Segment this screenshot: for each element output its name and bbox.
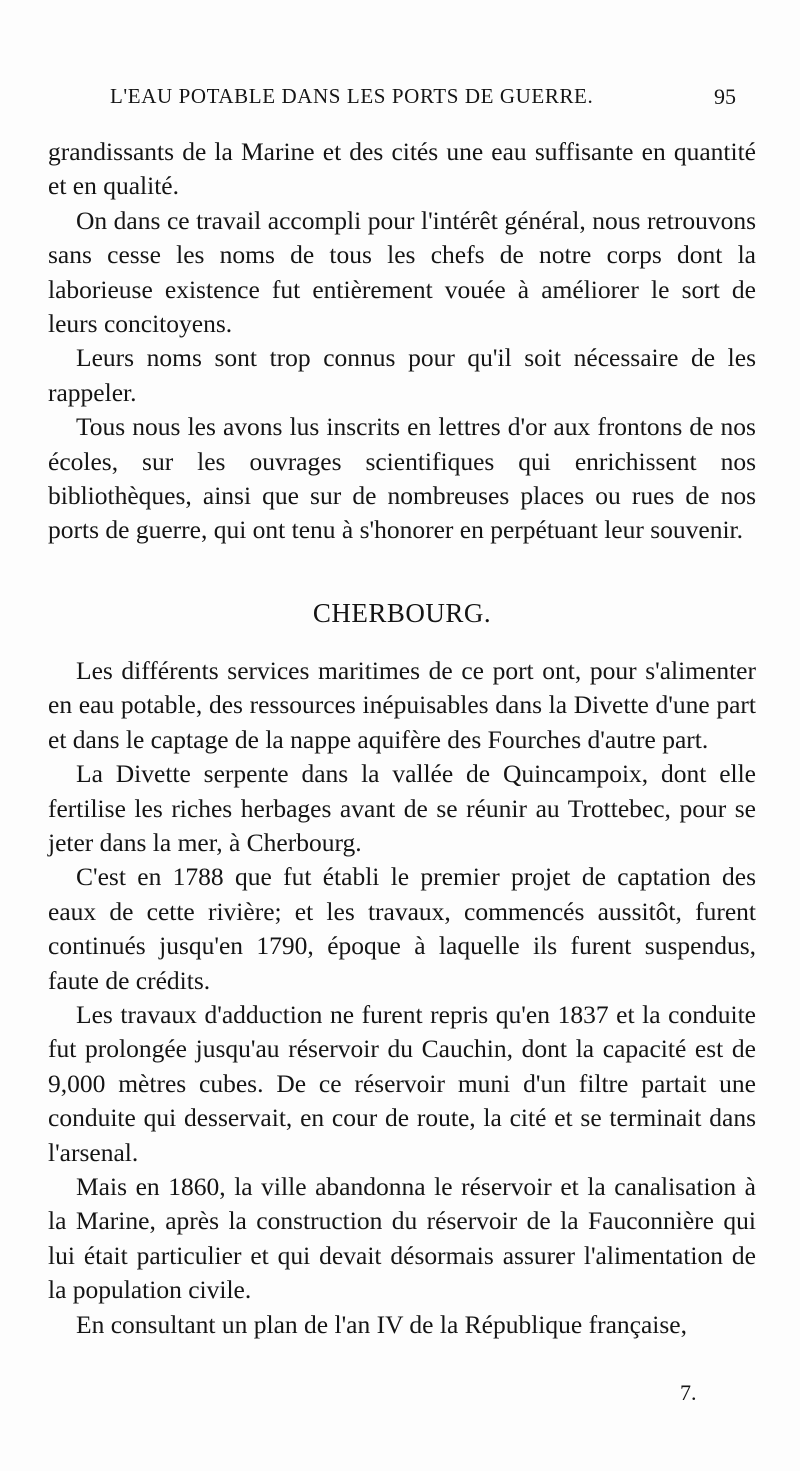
paragraph-continuation: grandissants de la Marine et des cités une eau suffisante en quantité et en qualité. [48,137,756,201]
running-title: L'EAU POTABLE DANS LES PORTS DE GUERRE. [110,84,594,108]
paragraph: En consultant un plan de l'an IV de la République française, [76,1309,687,1339]
paragraph: Mais en 1860, la ville abandonna le réservoir et la canalisation à la Marine, après la construction du réservoir de la Fauconnière qui lui était particulier et qui devait désormais assurer l'alimentation de la population civile. [48,1171,756,1305]
body-text [48,135,756,1342]
paragraph: Les travaux d'adduction ne furent repris qu'en 1837 et la conduite fut prolongée jusqu'au réservoir du Cauchin, dont la capacité est de 9,000 mètres cubes. De ce réservoir muni d'un filtre partait une conduite qui desservait, en cour de route, la cité et se terminait dans l'arsenal. [48,999,756,1167]
paragraph: On dans ce travail accompli pour l'intérêt général, nous retrouvons sans cesse les noms de tous les chefs de notre corps dont la laborieuse existence fut entièrement vouée à améliorer le sort de leurs concitoyens. [48,205,756,339]
paragraph: La Divette serpente dans la vallée de Quincampoix, dont elle fertilise les riches herbages avant de se réunir au Trottebec, pour se jeter dans la mer, à Cherbourg. [48,759,756,857]
paragraph: C'est en 1788 que fut établi le premier projet de captation des eaux de cette rivière; et les travaux, commencés aussitôt, furent continués jusqu'en 1790, époque à laquelle ils furent suspendus, faute de crédits. [48,862,756,995]
page-number: 95 [714,84,736,109]
section-title: CHERBOURG. [312,597,492,628]
paragraph: Les différents services maritimes de ce port ont, pour s'alimenter en eau potable, des ressources inépuisables dans la Divette d'une part et dans le captage de la nappe aquifère des Fourches d'autre part. [48,655,756,754]
paragraph: Leurs noms sont trop connus pour qu'il soit nécessaire de les rappeler. [48,343,756,407]
signature-mark: 7. [680,1380,697,1405]
paragraph: Tous nous les avons lus inscrits en lettres d'or aux frontons de nos écoles, sur les ouvrages scientifiques qui enrichissent nos bibliothèques, ainsi que sur de nombreuses places ou rues de nos ports de guerre, qui ont tenu à s'honorer en perpétuant leur souvenir. [48,412,756,545]
